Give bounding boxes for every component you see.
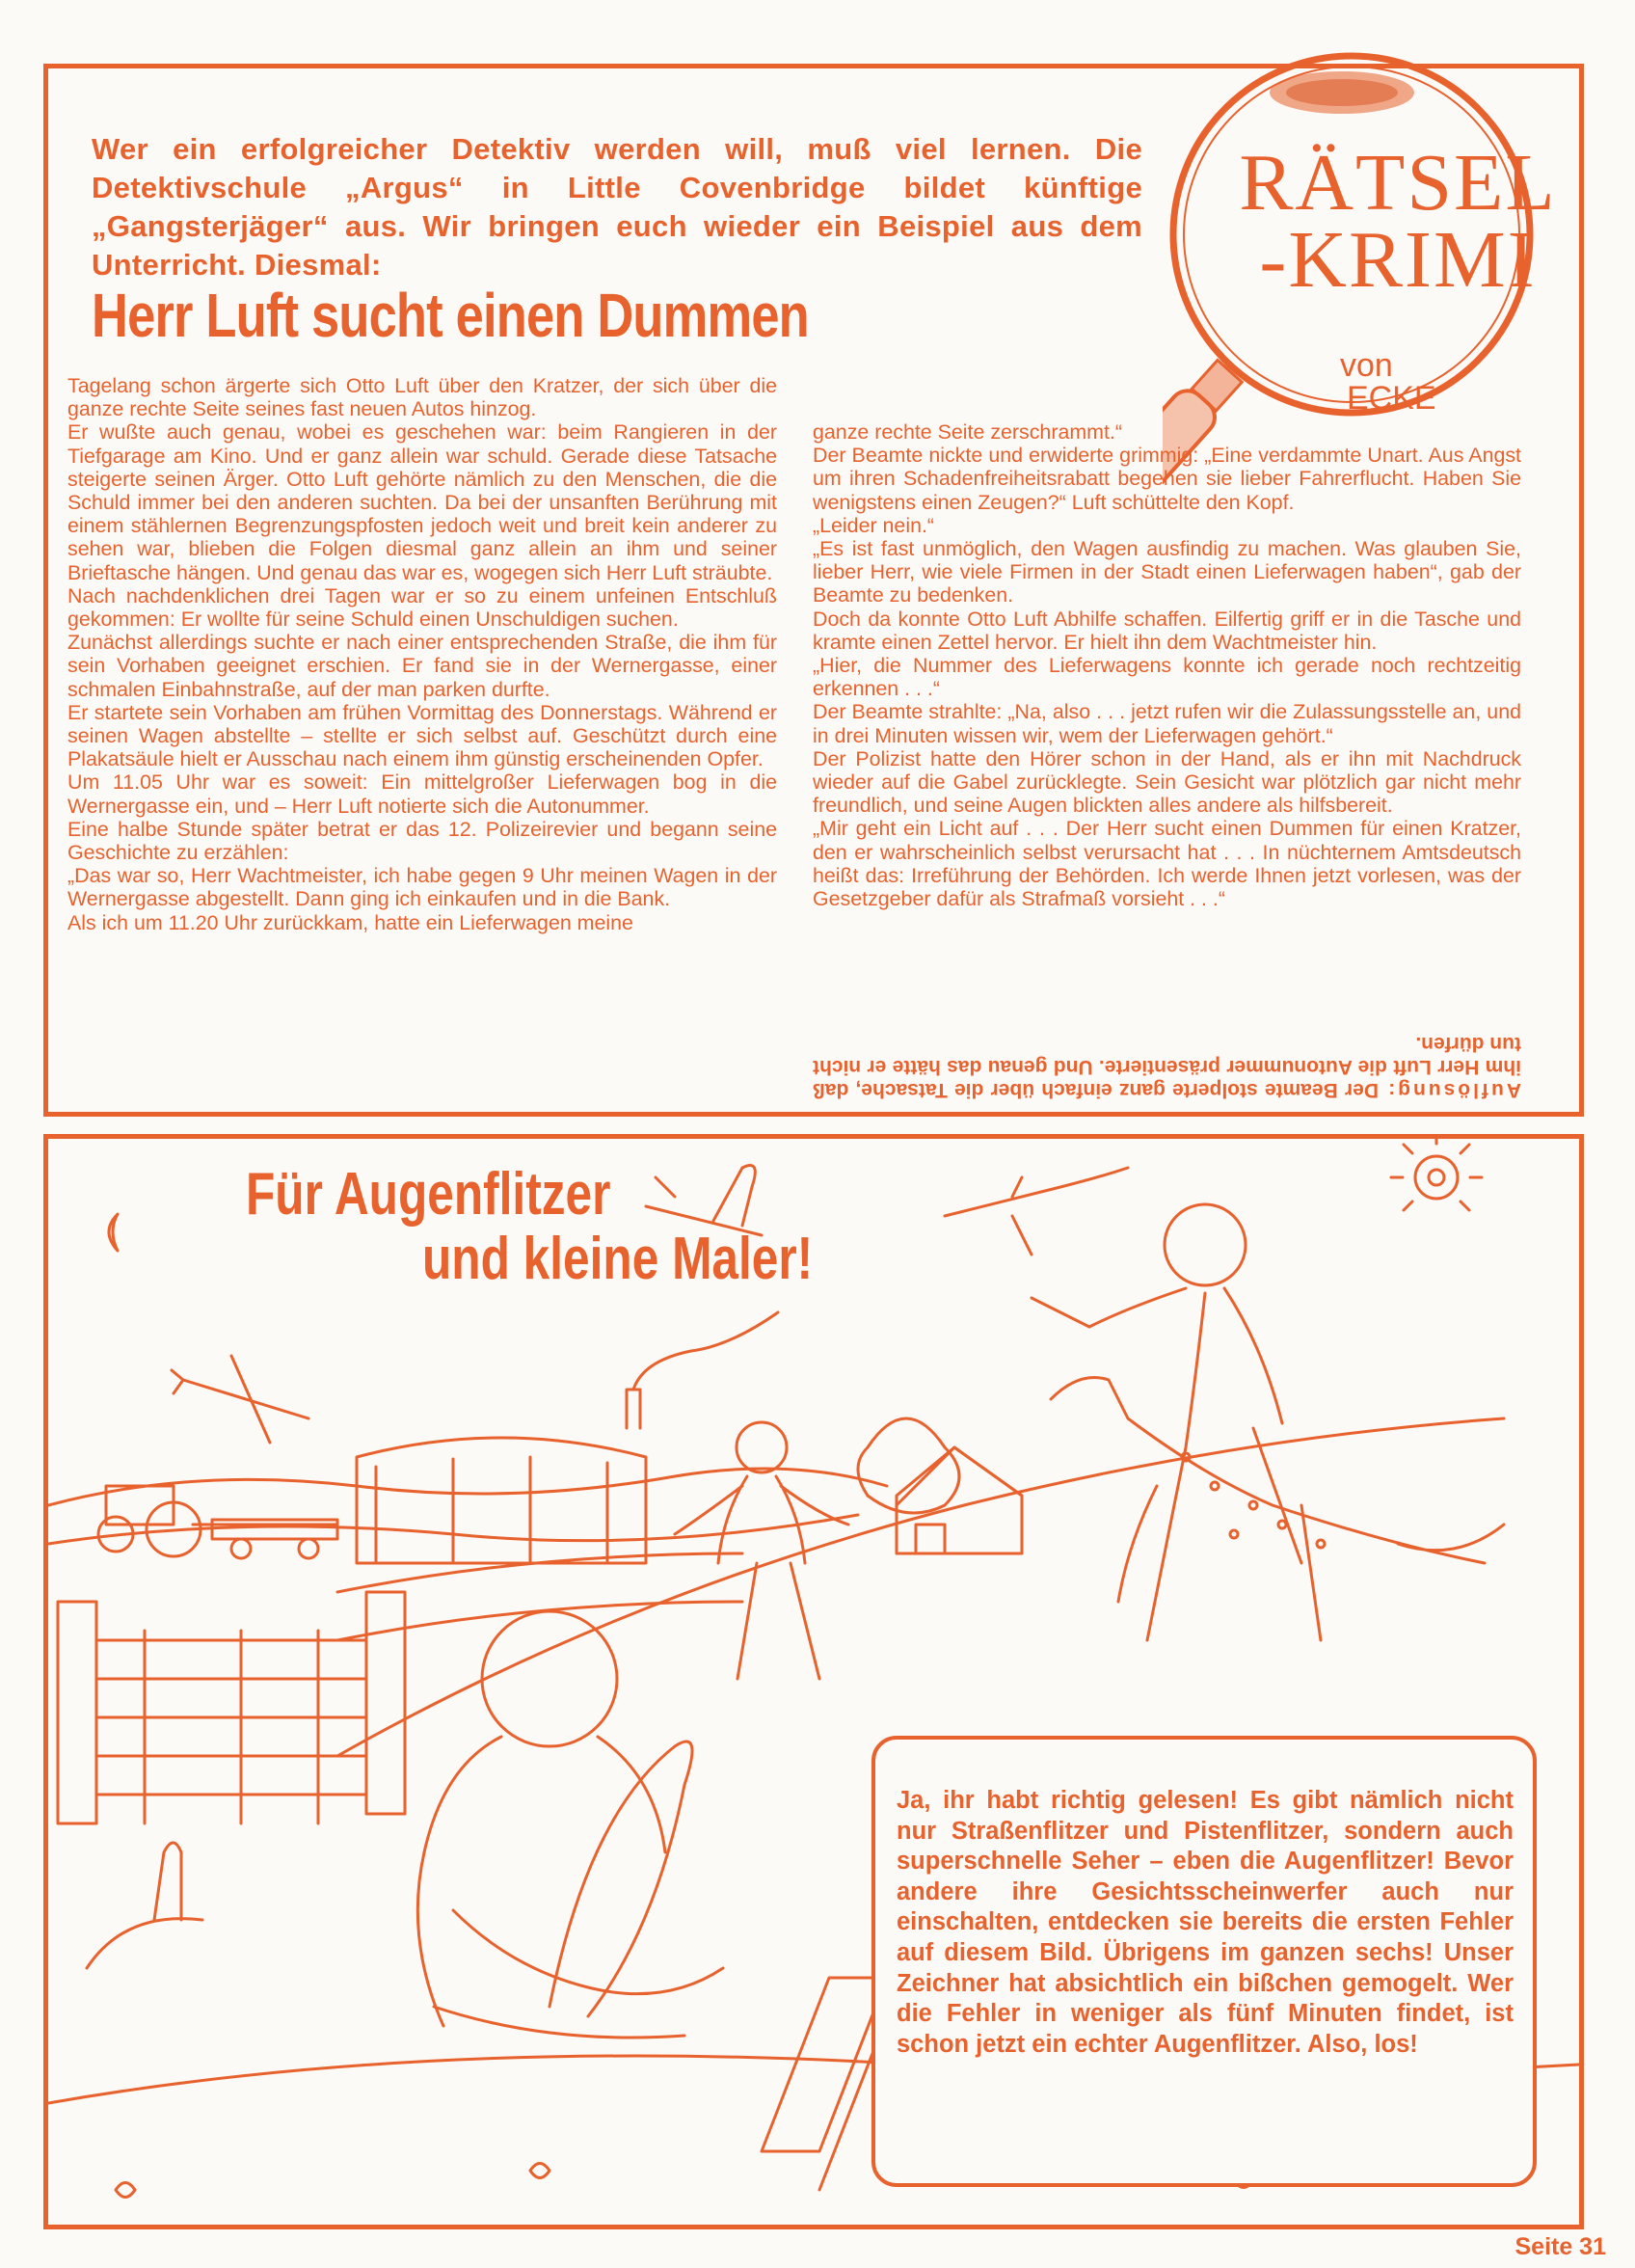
intro-text: Wer ein erfolgreicher Detektiv werden will, muß viel lernen. Die Detektivschule „Argus“ in Little Covenbridge bildet künftige „Gangsterjäger“ aus. Wir bringen euch wieder ein Beispiel aus dem Unterricht. Diesmal: — [92, 132, 1142, 282]
story-paragraph: Als ich um 11.20 Uhr zurückkam, hatte ein Lieferwagen meine — [67, 910, 633, 934]
story-paragraph: Eine halbe Stunde später betrat er das 12. Polizeirevier und begann seine Geschichte zu erzählen: — [67, 817, 777, 865]
story-paragraph: Er wußte auch genau, wobei es geschehen war: beim Rangieren in der Tiefgarage am Kino. Und er ganz allein war schuld. Gerade diese Tatsache steigerte seinen Ärger. Otto Luft gehörte nämlich zu den Menschen, die die Schuld immer bei den anderen suchten. Da bei der unsanften Berührung mit einem stählernen Begrenzungspfosten jedoch weit und breit kein anderer zu sehen war, blieben die Folgen diesmal ganz allein an ihm und seiner Brieftasche hängen. Und genau das war es, wogegen sich Herr Luft sträubte. — [67, 420, 777, 584]
sun-icon — [1391, 1139, 1482, 1210]
puzzle-info-text: Ja, ihr habt richtig gelesen! Es gibt nämlich nicht nur Straßenflitzer und Pistenflitzer, sondern auch superschnelle Seher – eben die Augenflitzer! Bevor andere ihre Gesichtsscheinwerfer auch nur einschalten, entdecken sie bereits die ersten Fehler auf diesem Bild. Übrigens im ganzen sechs! Unser Zeichner hat absichtlich ein bißchen gemogelt. Wer die Fehler in weniger als fünf Minuten findet, ist schon jetzt ein echter Augenflitzer. Also, los! — [897, 1787, 1514, 2058]
story-paragraph: Nach nachdenklichen drei Tagen war er so zu einem unfeinen Entschluß gekommen: Er wollte für seine Schuld einen Unschuldigen suchen. — [67, 583, 777, 632]
story-paragraph: „Leider nein.“ — [813, 513, 935, 537]
story-paragraph: „Hier, die Nummer des Lieferwagens konnte ich gerade noch rechtzeitig erkennen . . .“ — [813, 654, 1521, 701]
badge-title — [1195, 138, 1600, 305]
puzzle-title-line2: und kleine Maler! — [422, 1226, 814, 1292]
badge-author: ECKE — [1347, 380, 1436, 417]
tractor-icon — [98, 1486, 337, 1558]
moon-icon — [109, 1214, 118, 1251]
dog-illustration — [1051, 1378, 1504, 1641]
story-paragraph: „Es ist fast unmöglich, den Wagen ausfindig zu machen. Was glauben Sie, lieber Herr, wie viele Firmen in der Stadt einen Lieferwagen haben“, gab der Beamte zu bedenken. — [813, 537, 1521, 608]
story-paragraph: Der Polizist hatte den Hörer schon in der Hand, als er ihn mit Nachdruck wieder auf die Gabel zurücklegte. Sein Gesicht war plötzlich gar nicht mehr freundlich, und seine Augen blickten alles andere als hilfsbereit. — [813, 746, 1521, 818]
puzzle-title-line1: Für Augenflitzer — [246, 1161, 611, 1228]
story-paragraph: „Mir geht ein Licht auf . . . Der Herr sucht einen Dummen für einen Kratzer, den er wahrscheinlich selbst verursacht hat . . . In nüchternem Amtsdeutsch heißt das: Irreführung der Behörden. Ich werde Ihnen jetzt vorlesen, was der Gesetzgeber dafür als Strafmaß vorsieht . . .“ — [813, 817, 1521, 911]
story-paragraph: Doch da konnte Otto Luft Abhilfe schaffen. Eilfertig griff er in die Tasche und kramte einen Zettel hervor. Er hielt ihn dem Wachtmeister hin. — [813, 607, 1521, 654]
glider-icon — [172, 1356, 308, 1443]
story-paragraph: Um 11.05 Uhr war es soweit: Ein mittelgroßer Lieferwagen bog in die Wernergasse ein, und – Herr Luft notierte sich die Autonummer. — [67, 770, 777, 818]
solution-text: Der Beamte stolperte ganz einfach über die Tatsache, daß ihm Herr Luft die Autonummer präsentierte. Und genau das hätte er nicht tun dürfen. — [813, 1033, 1521, 1101]
article-headline: Herr Luft sucht einen Dummen — [92, 281, 809, 350]
story-paragraph: Der Beamte nickte und erwiderte grimmig: „Eine verdammte Unart. Aus Angst um ihren Schadenfreiheitsrabatt begehen sie lieber Fahrerflucht. Haben Sie wenigstens einen Zeugen?“ Luft schüttelte den Kopf. — [813, 444, 1521, 514]
story-paragraph: Tagelang schon ärgerte sich Otto Luft über den Kratzer, der sich über die ganze rechte Seite seines fast neuen Autos hinzog. — [67, 374, 777, 421]
boy-with-glider-illustration — [945, 1168, 1301, 1640]
story-paragraph: „Das war so, Herr Wachtmeister, ich habe gegen 9 Uhr meinen Wagen in der Wernergasse abgestellt. Dann ging ich einkaufen und in die Bank. — [67, 864, 777, 911]
solution-upside-down — [813, 1032, 1521, 1101]
house-icon — [897, 1447, 1022, 1553]
badge-by: von — [1340, 347, 1393, 384]
badge-title-line2: -KRIMI — [1259, 215, 1537, 305]
barn-icon — [357, 1438, 646, 1563]
story-paragraph: Der Beamte strahlte: „Na, also . . . jetzt rufen wir die Zulassungsstelle an, und in drei Minuten wissen wir, wem der Lieferwagen gehört.“ — [813, 700, 1521, 747]
story-paragraph: Er startete sein Vorhaben am frühen Vormittag des Donnerstags. Während er seinen Wagen abstellte – stellte er sich selbst auf. Geschützt durch eine Plakatsäule hielt er Ausschau nach einem ihm günstig erscheinenden Opfer. — [67, 700, 777, 771]
glider-icon — [87, 1843, 202, 1968]
story-paragraph: Zunächst allerdings suchte er nach einer entsprechenden Straße, die ihm für sein Vorhaben geeignet erschien. Er fand sie in der Wernergasse, einer schmalen Einbahnstraße, auf der man parken durfte. — [67, 631, 777, 701]
solution-label: Auflösung: — [1385, 1079, 1521, 1101]
box-icon — [762, 1978, 887, 2190]
girl-illustration — [417, 1611, 723, 2038]
story-column-right — [813, 420, 1521, 910]
page-number: Seite 31 — [1514, 2233, 1606, 2260]
story-column-left — [67, 374, 777, 934]
story-paragraph: ganze rechte Seite zerschrammt.“ — [813, 420, 1122, 444]
boy-illustration — [675, 1422, 848, 1679]
gate-icon — [58, 1592, 405, 1823]
badge-title-line1: RÄTSEL — [1239, 138, 1557, 228]
